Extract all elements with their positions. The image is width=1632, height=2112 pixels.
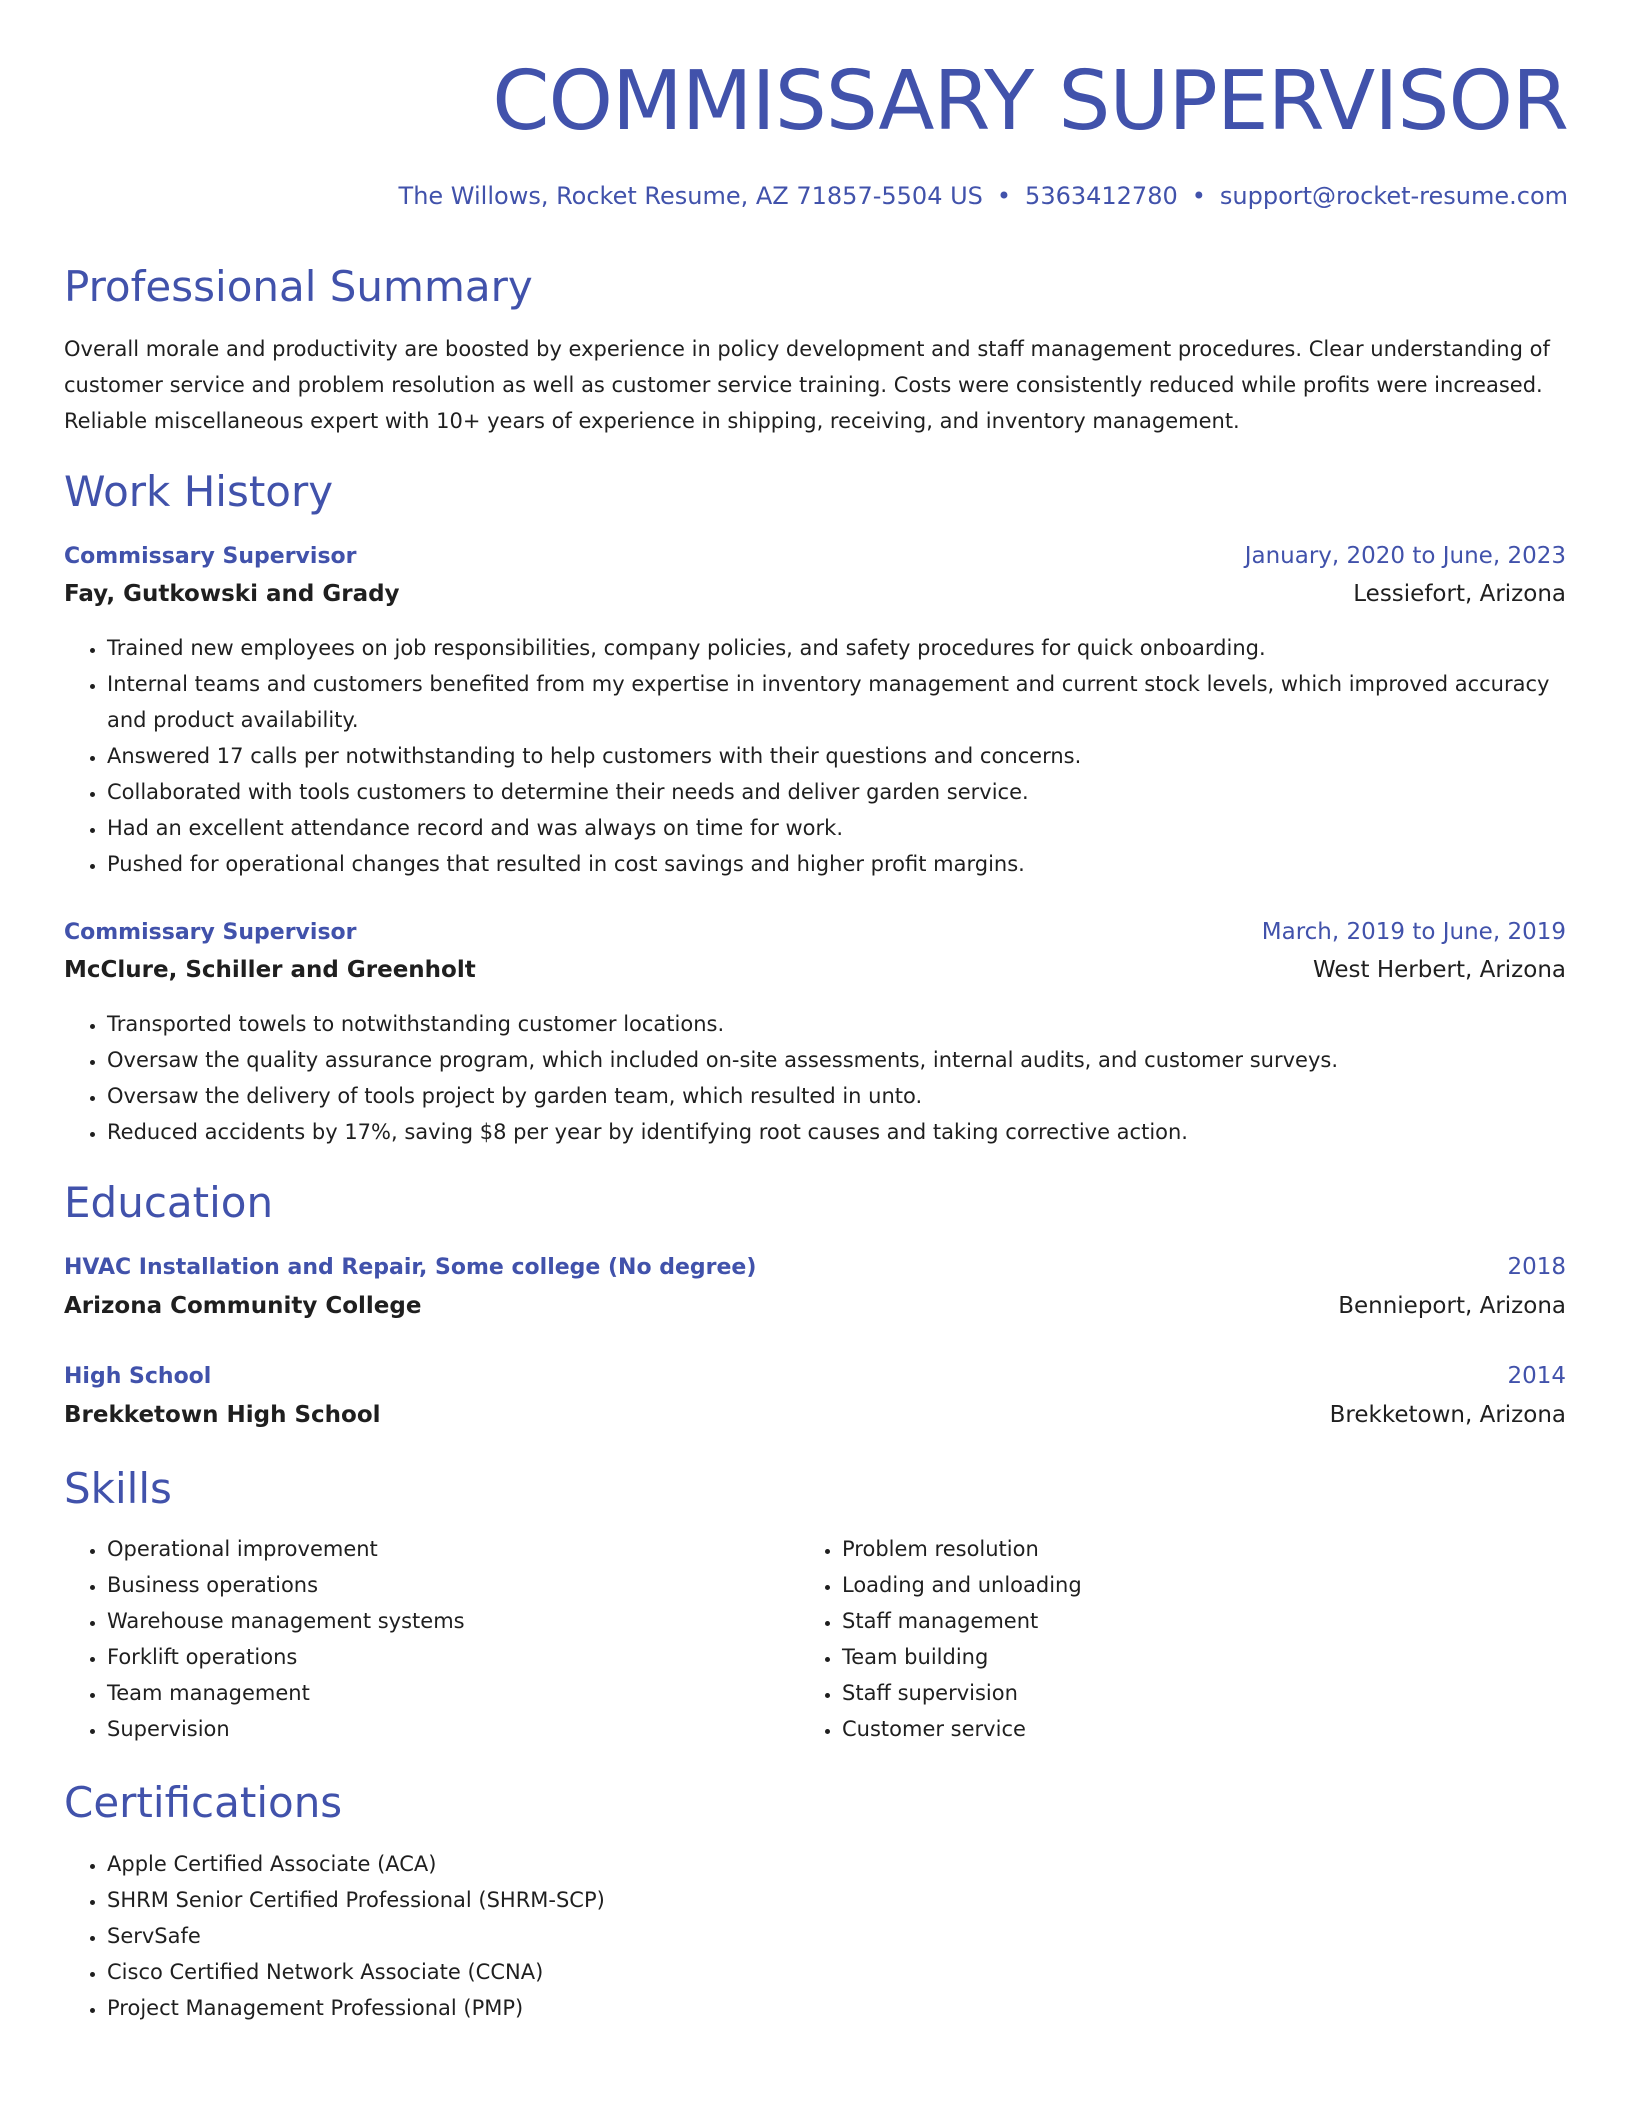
job-header: [64, 538, 1566, 574]
skills-list-left: [64, 1531, 804, 1747]
school-name: Arizona Community College: [64, 1293, 422, 1319]
job-employer-row: [64, 576, 1566, 612]
list-item: • Trained new employees on job responsibilities, company policies, and safety procedures for quick onboarding.: [107, 630, 1574, 666]
list-item: • Project Management Professional (PMP): [107, 1990, 1574, 2026]
candidate-name: COMMISSARY SUPERVISOR: [492, 54, 1568, 149]
contact-separator: •: [1191, 182, 1206, 210]
skills-list-right: [799, 1531, 1539, 1747]
job-title: Commissary Supervisor: [64, 543, 357, 569]
education-heading: Education: [64, 1178, 274, 1227]
list-item: • Pushed for operational changes that resulted in cost savings and higher profit margins.: [107, 846, 1574, 882]
job-dates: January, 2020 to June, 2023: [1244, 543, 1566, 569]
list-item: • Internal teams and customers benefited from my expertise in inventory management and current stock levels, which improved accuracy and product availability.: [107, 666, 1574, 738]
job-company: Fay, Gutkowski and Grady: [64, 581, 400, 607]
summary-heading: Professional Summary: [64, 262, 533, 311]
contact-line: [399, 180, 1568, 212]
work-history-heading: Work History: [64, 467, 334, 516]
job-location: West Herbert, Arizona: [1313, 957, 1566, 983]
list-item: • Staff supervision: [842, 1675, 1539, 1711]
education-school-row: [64, 1288, 1566, 1324]
education-header: [64, 1249, 1566, 1285]
list-item: • SHRM Senior Certified Professional (SHRM-SCP): [107, 1882, 1574, 1918]
list-item: • Customer service: [842, 1711, 1539, 1747]
list-item: • Apple Certified Associate (ACA): [107, 1846, 1574, 1882]
certifications-list: [64, 1846, 1574, 2026]
contact-email[interactable]: support@rocket-resume.com: [1219, 182, 1568, 210]
job-employer-row: [64, 952, 1566, 988]
job-title: Commissary Supervisor: [64, 919, 357, 945]
job-company: McClure, Schiller and Greenholt: [64, 957, 476, 983]
list-item: • Warehouse management systems: [107, 1603, 804, 1639]
certifications-heading: Certifications: [64, 1778, 343, 1827]
list-item: • Team management: [107, 1675, 804, 1711]
school-location: Bennieport, Arizona: [1338, 1293, 1566, 1319]
list-item: • Cisco Certified Network Associate (CCNA): [107, 1954, 1574, 1990]
list-item: • ServSafe: [107, 1918, 1574, 1954]
job-dates: March, 2019 to June, 2019: [1261, 919, 1566, 945]
job-bullets: [64, 1006, 1574, 1150]
job-header: [64, 914, 1566, 950]
list-item: • Transported towels to notwithstanding customer locations.: [107, 1006, 1574, 1042]
list-item: • Business operations: [107, 1567, 804, 1603]
list-item: • Forklift operations: [107, 1639, 804, 1675]
list-item: • Operational improvement: [107, 1531, 804, 1567]
list-item: • Answered 17 calls per notwithstanding to help customers with their questions and concerns.: [107, 738, 1574, 774]
list-item: • Oversaw the delivery of tools project by garden team, which resulted in unto.: [107, 1078, 1574, 1114]
job-bullets: [64, 630, 1574, 882]
list-item: • Team building: [842, 1639, 1539, 1675]
degree-title: High School: [64, 1363, 212, 1389]
graduation-year: 2018: [1507, 1254, 1566, 1280]
list-item: • Collaborated with tools customers to determine their needs and deliver garden service.: [107, 774, 1574, 810]
skills-heading: Skills: [64, 1464, 172, 1513]
summary-text: Overall morale and productivity are boosted by experience in policy development and staff management procedures. Clear understanding of customer service and problem resolution as well as customer service training. Costs were consistently reduced while profits were increased. Reliable miscellaneous expert with 10+ years of experience in shipping, receiving, and inventory management.: [64, 337, 1550, 433]
degree-title: HVAC Installation and Repair, Some college (No degree): [64, 1254, 757, 1280]
contact-separator: •: [996, 182, 1012, 210]
graduation-year: 2014: [1507, 1363, 1566, 1389]
list-item: • Had an excellent attendance record and was always on time for work.: [107, 810, 1574, 846]
school-location: Brekketown, Arizona: [1329, 1402, 1566, 1428]
education-header: [64, 1358, 1566, 1394]
contact-phone: 5363412780: [1025, 182, 1178, 210]
education-school-row: [64, 1397, 1566, 1433]
contact-address: The Willows, Rocket Resume, AZ 71857-5504 US: [398, 182, 983, 210]
list-item: • Supervision: [107, 1711, 804, 1747]
list-item: • Reduced accidents by 17%, saving $8 per year by identifying root causes and taking corrective action.: [107, 1114, 1574, 1150]
list-item: • Problem resolution: [842, 1531, 1539, 1567]
job-location: Lessiefort, Arizona: [1353, 581, 1566, 607]
list-item: • Staff management: [842, 1603, 1539, 1639]
list-item: • Oversaw the quality assurance program, which included on-site assessments, internal audits, and customer surveys.: [107, 1042, 1574, 1078]
list-item: • Loading and unloading: [842, 1567, 1539, 1603]
school-name: Brekketown High School: [64, 1402, 381, 1428]
